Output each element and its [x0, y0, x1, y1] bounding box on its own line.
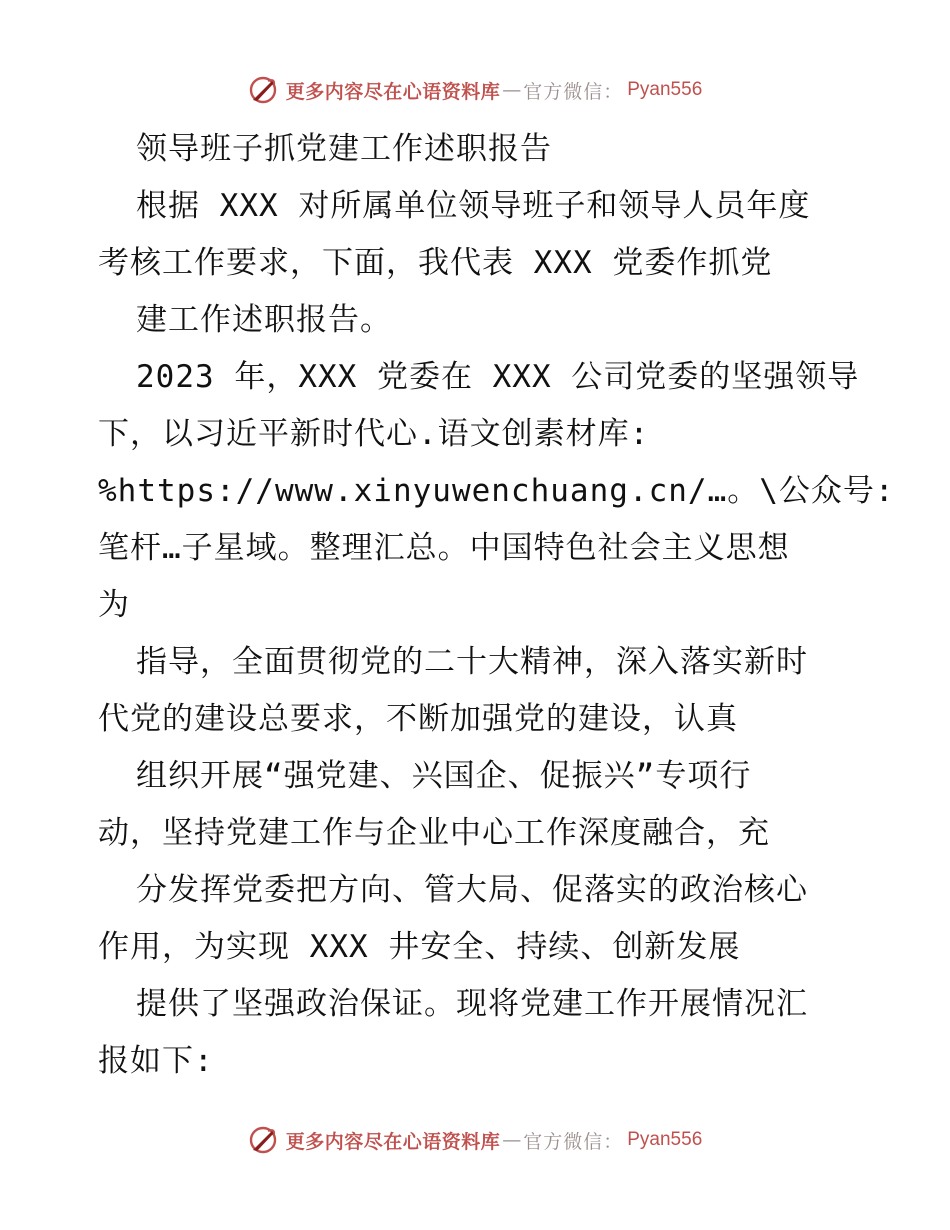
text-line: 为	[98, 587, 130, 623]
banner-wechat-label: 官方微信：	[523, 80, 624, 103]
text-line: 代党的建设总要求，不断加强党的建设，认真	[98, 701, 738, 737]
text-line: 指导，全面贯彻党的二十大精神，深入落实新时	[136, 644, 808, 680]
text-line: 根据 XXX 对所属单位领导班子和领导人员年度	[136, 188, 811, 224]
banner-separator: —	[502, 79, 522, 101]
text-line: 考核工作要求，下面，我代表 XXX 党委作抓党	[98, 245, 773, 281]
text-line: 动，坚持党建工作与企业中心工作深度融合，充	[98, 815, 770, 851]
text-line: %https://www.xinyuwenchuang.cn/…。\公众号:	[98, 473, 895, 509]
banner-wechat-id: Pyan556	[627, 79, 703, 100]
text-line: 分发挥党委把方向、管大局、促落实的政治核心	[136, 872, 808, 908]
text-line: 报如下:	[98, 1043, 214, 1079]
quill-pen-circle-icon	[248, 75, 278, 105]
text-line: 2023 年，XXX 党委在 XXX 公司党委的坚强领导	[136, 359, 860, 395]
text-line: 建工作述职报告。	[136, 302, 392, 338]
document-body	[98, 121, 895, 1090]
text-line: 组织开展“强党建、兴国企、促振兴”专项行	[136, 758, 752, 794]
text-line: 笔杆…子星域。整理汇总。中国特色社会主义思想	[98, 530, 790, 566]
document-title: 领导班子抓党建工作述职报告	[136, 131, 552, 167]
text-line: 作用，为实现 XXX 井安全、持续、创新发展	[98, 929, 741, 965]
text-line: 下，以习近平新时代心.语文创素材库:	[98, 416, 650, 452]
footer-banner	[0, 1120, 950, 1160]
text-line: 提供了坚强政治保证。现将党建工作开展情况汇	[136, 986, 808, 1022]
quill-pen-circle-icon	[248, 1125, 278, 1155]
header-banner	[0, 70, 950, 110]
banner-main-text: 更多内容尽在心语资料库	[285, 80, 501, 103]
banner-wechat-id: Pyan556	[627, 1129, 703, 1150]
banner-main-text: 更多内容尽在心语资料库	[285, 1130, 501, 1153]
banner-separator: —	[502, 1129, 522, 1151]
banner-wechat-label: 官方微信：	[523, 1130, 624, 1153]
